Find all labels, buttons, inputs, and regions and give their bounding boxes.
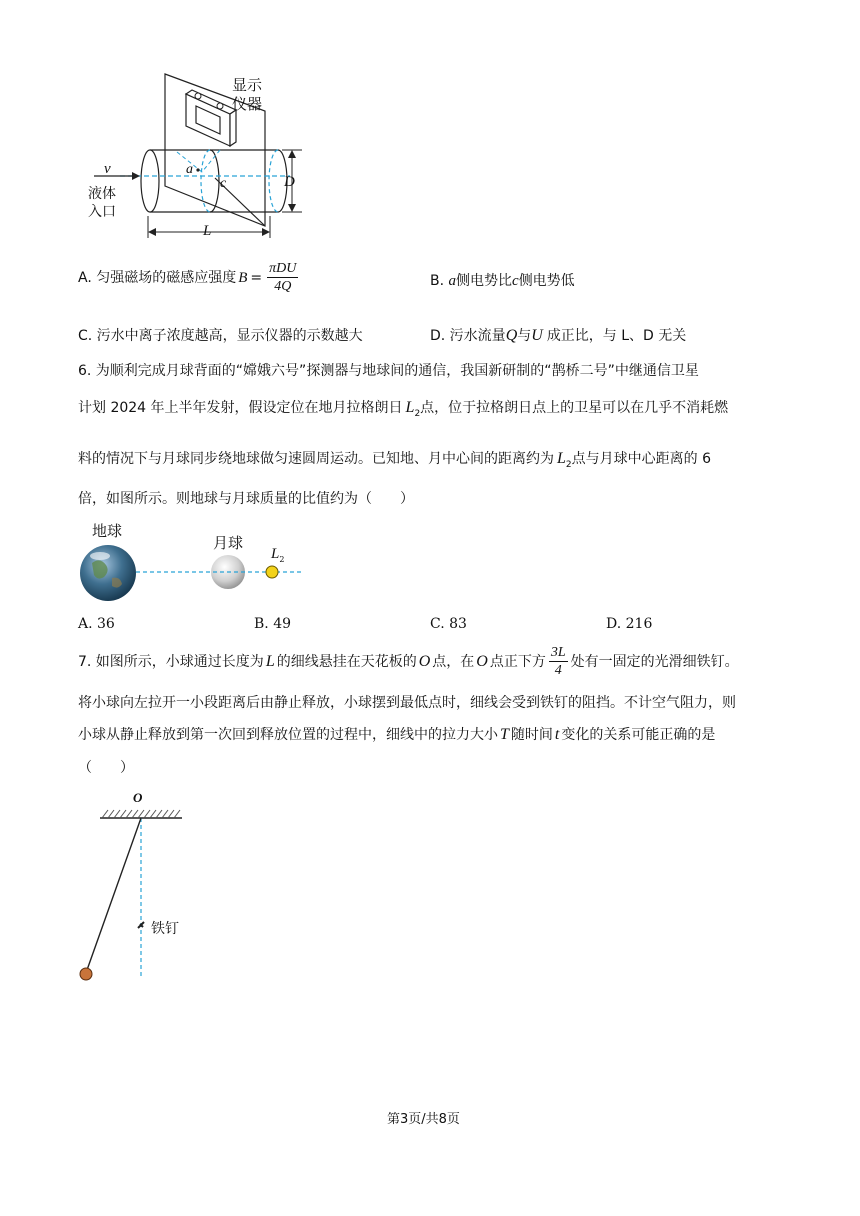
q7-line-4: （ ） (78, 760, 134, 776)
label-D: D (284, 174, 295, 190)
q5-option-a-lhs: B (238, 270, 248, 286)
label-v: v (104, 161, 111, 177)
fig-label-nail: 铁钉 (151, 921, 179, 937)
label-L: L (203, 223, 212, 239)
pendulum-figure (74, 796, 194, 986)
q6-line-1: 6. 为顺利完成月球背面的“嫦娥六号”探测器与地球间的通信，我国新研制的“鹊桥二号”中继通信卫星 (78, 363, 699, 379)
q6-option-a[interactable]: A. 36 (78, 616, 115, 632)
q5-option-b[interactable]: B. a侧电势比c侧电势低 (430, 273, 575, 289)
page-footer: 第3页/共8页 (387, 1112, 460, 1127)
q7-fraction: $\frac{3L}{4}$ (550, 645, 566, 678)
fig-earth-label: 地球 (92, 522, 123, 540)
fig-label-O: O (133, 790, 143, 805)
q7-line-1: 7. 如图所示，小球通过长度为 L 的细线悬挂在天花板的 O 点，在 O 点正下方 $\frac{3L}{4}$ 处有一固定的光滑细铁钉。 (78, 645, 739, 678)
q5-option-d[interactable]: D. 污水流量Q与U 成正比，与 L、D 无关 (430, 327, 687, 344)
q5-option-a-fraction: $\frac{\text{πDU}}{4Q}$ (269, 261, 297, 294)
label-inlet: 入口 (88, 204, 116, 220)
l2-point (266, 566, 278, 578)
flowmeter-figure (80, 66, 320, 246)
fig-moon-label: 月球 (213, 534, 244, 552)
ball-icon (80, 968, 92, 980)
q7-line-2: 将小球向左拉开一小段距离后由静止释放，小球摆到最低点时，细线会受到铁钉的阻挡。不计空气阻力，则 (78, 695, 736, 711)
q5-option-c[interactable]: C. 污水中离子浓度越高，显示仪器的示数越大 (78, 328, 363, 344)
label-c: c (220, 176, 227, 191)
nail-icon (138, 922, 144, 928)
q6-line-4: 倍，如图所示。则地球与月球质量的比值约为（ ） (78, 491, 414, 507)
label-a: a (186, 162, 193, 177)
label-instrument: 仪器 (232, 95, 263, 113)
q6-line-2: 计划 2024 年上半年发射，假设定位在地月拉格朗日 $L_2$点，位于拉格朗日点上的卫星可以在几乎不消耗燃 (78, 399, 729, 419)
q6-option-b[interactable]: B. 49 (254, 616, 292, 632)
q7-line-3: 小球从静止释放到第一次回到释放位置的过程中，细线中的拉力大小 T 随时间 t 变化的关系可能正确的是 (78, 726, 716, 743)
q5-option-a-text: A. 匀强磁场的磁感应强度 (78, 270, 237, 286)
earth-icon (80, 545, 136, 601)
q6-option-c[interactable]: C. 83 (430, 616, 467, 632)
label-display: 显示 (232, 76, 263, 94)
label-liquid: 液体 (88, 186, 116, 202)
q6-option-d[interactable]: D. 216 (606, 616, 653, 632)
fig-l2-label: $L_2$ (271, 546, 285, 564)
q6-line-3: 料的情况下与月球同步绕地球做匀速圆周运动。已知地、月中心间的距离约为 $L_2$点与月球中心距离的 6 (78, 450, 711, 470)
q5-option-a[interactable]: A. 匀强磁场的磁感应强度 B = $\frac{\text{πDU}}{4Q}$ (78, 261, 297, 294)
